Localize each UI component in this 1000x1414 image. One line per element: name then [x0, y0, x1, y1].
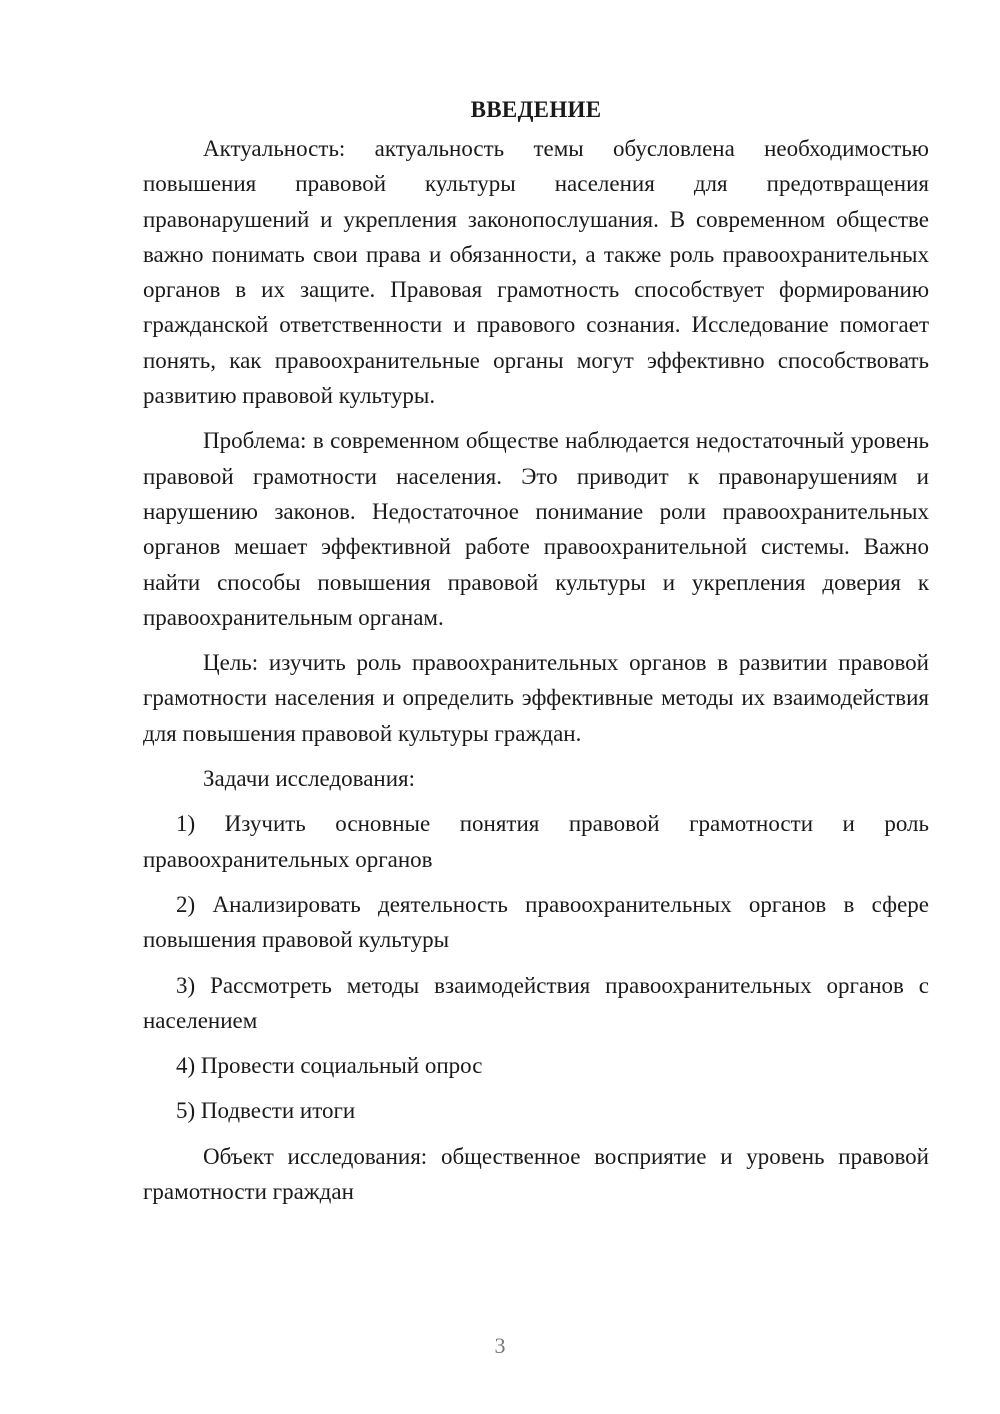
task-item-5: 5) Подвести итоги [176, 1098, 356, 1124]
relevance-paragraph: Актуальность: актуальность темы обусловлена необходимостью повышения правовой культуры населения для предотвращения правонарушений и укрепления законопослушания. В современном обществе важно понимать свои права и обязанности, а также роль правоохранительных органов в их защите. Правовая грамотность способствует формированию гражданской ответственности и правового сознания. Исследование помогает понять, как правоохранительные органы могут эффективно способствовать развитию правовой культуры. [143, 136, 929, 409]
task-item-4: 4) Провести социальный опрос [176, 1053, 483, 1079]
task-item-2: 2) Анализировать деятельность правоохранительных органов в сфере повышения правовой культуры [143, 891, 929, 953]
task-item-1: 1) Изучить основные понятия правовой грамотности и роль правоохранительных органов [143, 811, 929, 872]
task-item-3: 3) Рассмотреть методы взаимодействия правоохранительных органов с населением [143, 972, 929, 1033]
tasks-heading: Задачи исследования: [203, 766, 416, 792]
object-paragraph: Объект исследования: общественное восприятие и уровень правовой грамотности граждан [143, 1143, 929, 1205]
problem-paragraph: Проблема: в современном обществе наблюдается недостаточный уровень правовой грамотности населения. Это приводит к правонарушениям и нарушению законов. Недостаточное понимание роли правоохранительных органов мешает эффективной работе правоохранительной системы. Важно найти способы повышения правовой культуры и укрепления доверия к правоохранительным органам. [143, 428, 929, 630]
document-page [143, 92, 929, 1209]
section-title: ВВЕДЕНИЕ [470, 97, 602, 122]
goal-paragraph: Цель: изучить роль правоохранительных органов в развитии правовой грамотности населения и определить эффективные методы их взаимодействия для повышения правовой культуры граждан. [143, 650, 929, 746]
page-number: 3 [494, 1333, 506, 1358]
